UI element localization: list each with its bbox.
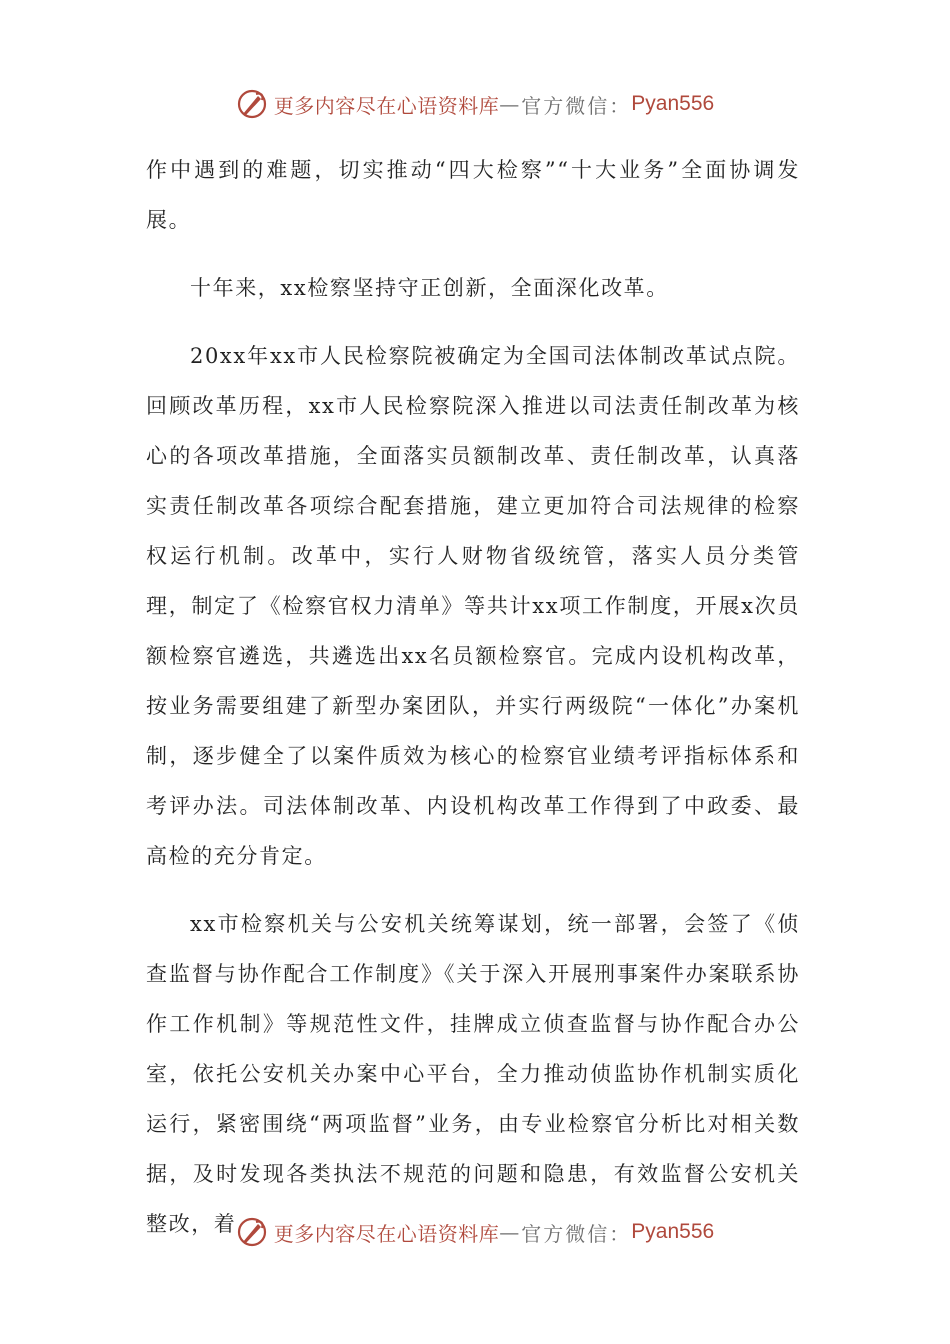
paragraph-continuation: 作中遇到的难题，切实推动“四大检察”“十大业务”全面协调发展。 [146,158,800,232]
paragraph-judicial-reform: 20xx年xx市人民检察院被确定为全国司法体制改革试点院。回顾改革历程，xx市人民检察院深入推进以司法责任制改革为核心的各项改革措施，全面落实员额制改革、责任制改革，认真落实责任制改革各项综合配套措施，建立更加符合司法规律的检察权运行机制。改革中，实行人财物省级统管，落实人员分类管理，制定了《检察官权力清单》等共计xx项工作制度，开展x次员额检察官遴选，共遴选出xx名员额检察官。完成内设机构改革，按业务需要组建了新型办案团队，并实行两级院“一体化”办案机制，逐步健全了以案件质效为核心的检察官业绩考评指标体系和考评办法。司法体制改革、内设机构改革工作得到了中政委、最高检的充分肯定。 [146,344,800,868]
header-watermark [0,84,950,124]
header-site-name: 更多内容尽在心语资料库 [273,93,500,118]
paragraph-police-cooperation: xx市检察机关与公安机关统筹谋划，统一部署，会签了《侦查监督与协作配合工作制度》《关于深入开展刑事案件办案联系协作工作机制》等规范性文件，挂牌成立侦查监督与协作配合办公室，依托公安机关办案中心平台，全力推动侦监协作机制实质化运行，紧密围绕“两项监督”业务，由专业检察官分析比对相关数据，及时发现各类执法不规范的问题和隐患，有效监督公安机关整改，着 [146,912,800,1236]
quill-pen-icon [236,88,268,120]
header-wechat-label: 官方微信： [521,93,632,118]
footer-wechat-id: Pyan556 [631,1220,715,1243]
footer-wechat-label: 官方微信： [521,1221,632,1246]
footer-separator: — [499,1220,522,1244]
footer-site-name: 更多内容尽在心语资料库 [273,1221,500,1246]
header-wechat-id: Pyan556 [631,92,715,115]
header-separator: — [499,92,522,116]
paragraph-reform-intro: 十年来，xx检察坚持守正创新，全面深化改革。 [190,276,669,300]
document-body [146,145,800,1249]
footer-watermark [0,1212,950,1252]
quill-pen-icon [236,1216,268,1248]
